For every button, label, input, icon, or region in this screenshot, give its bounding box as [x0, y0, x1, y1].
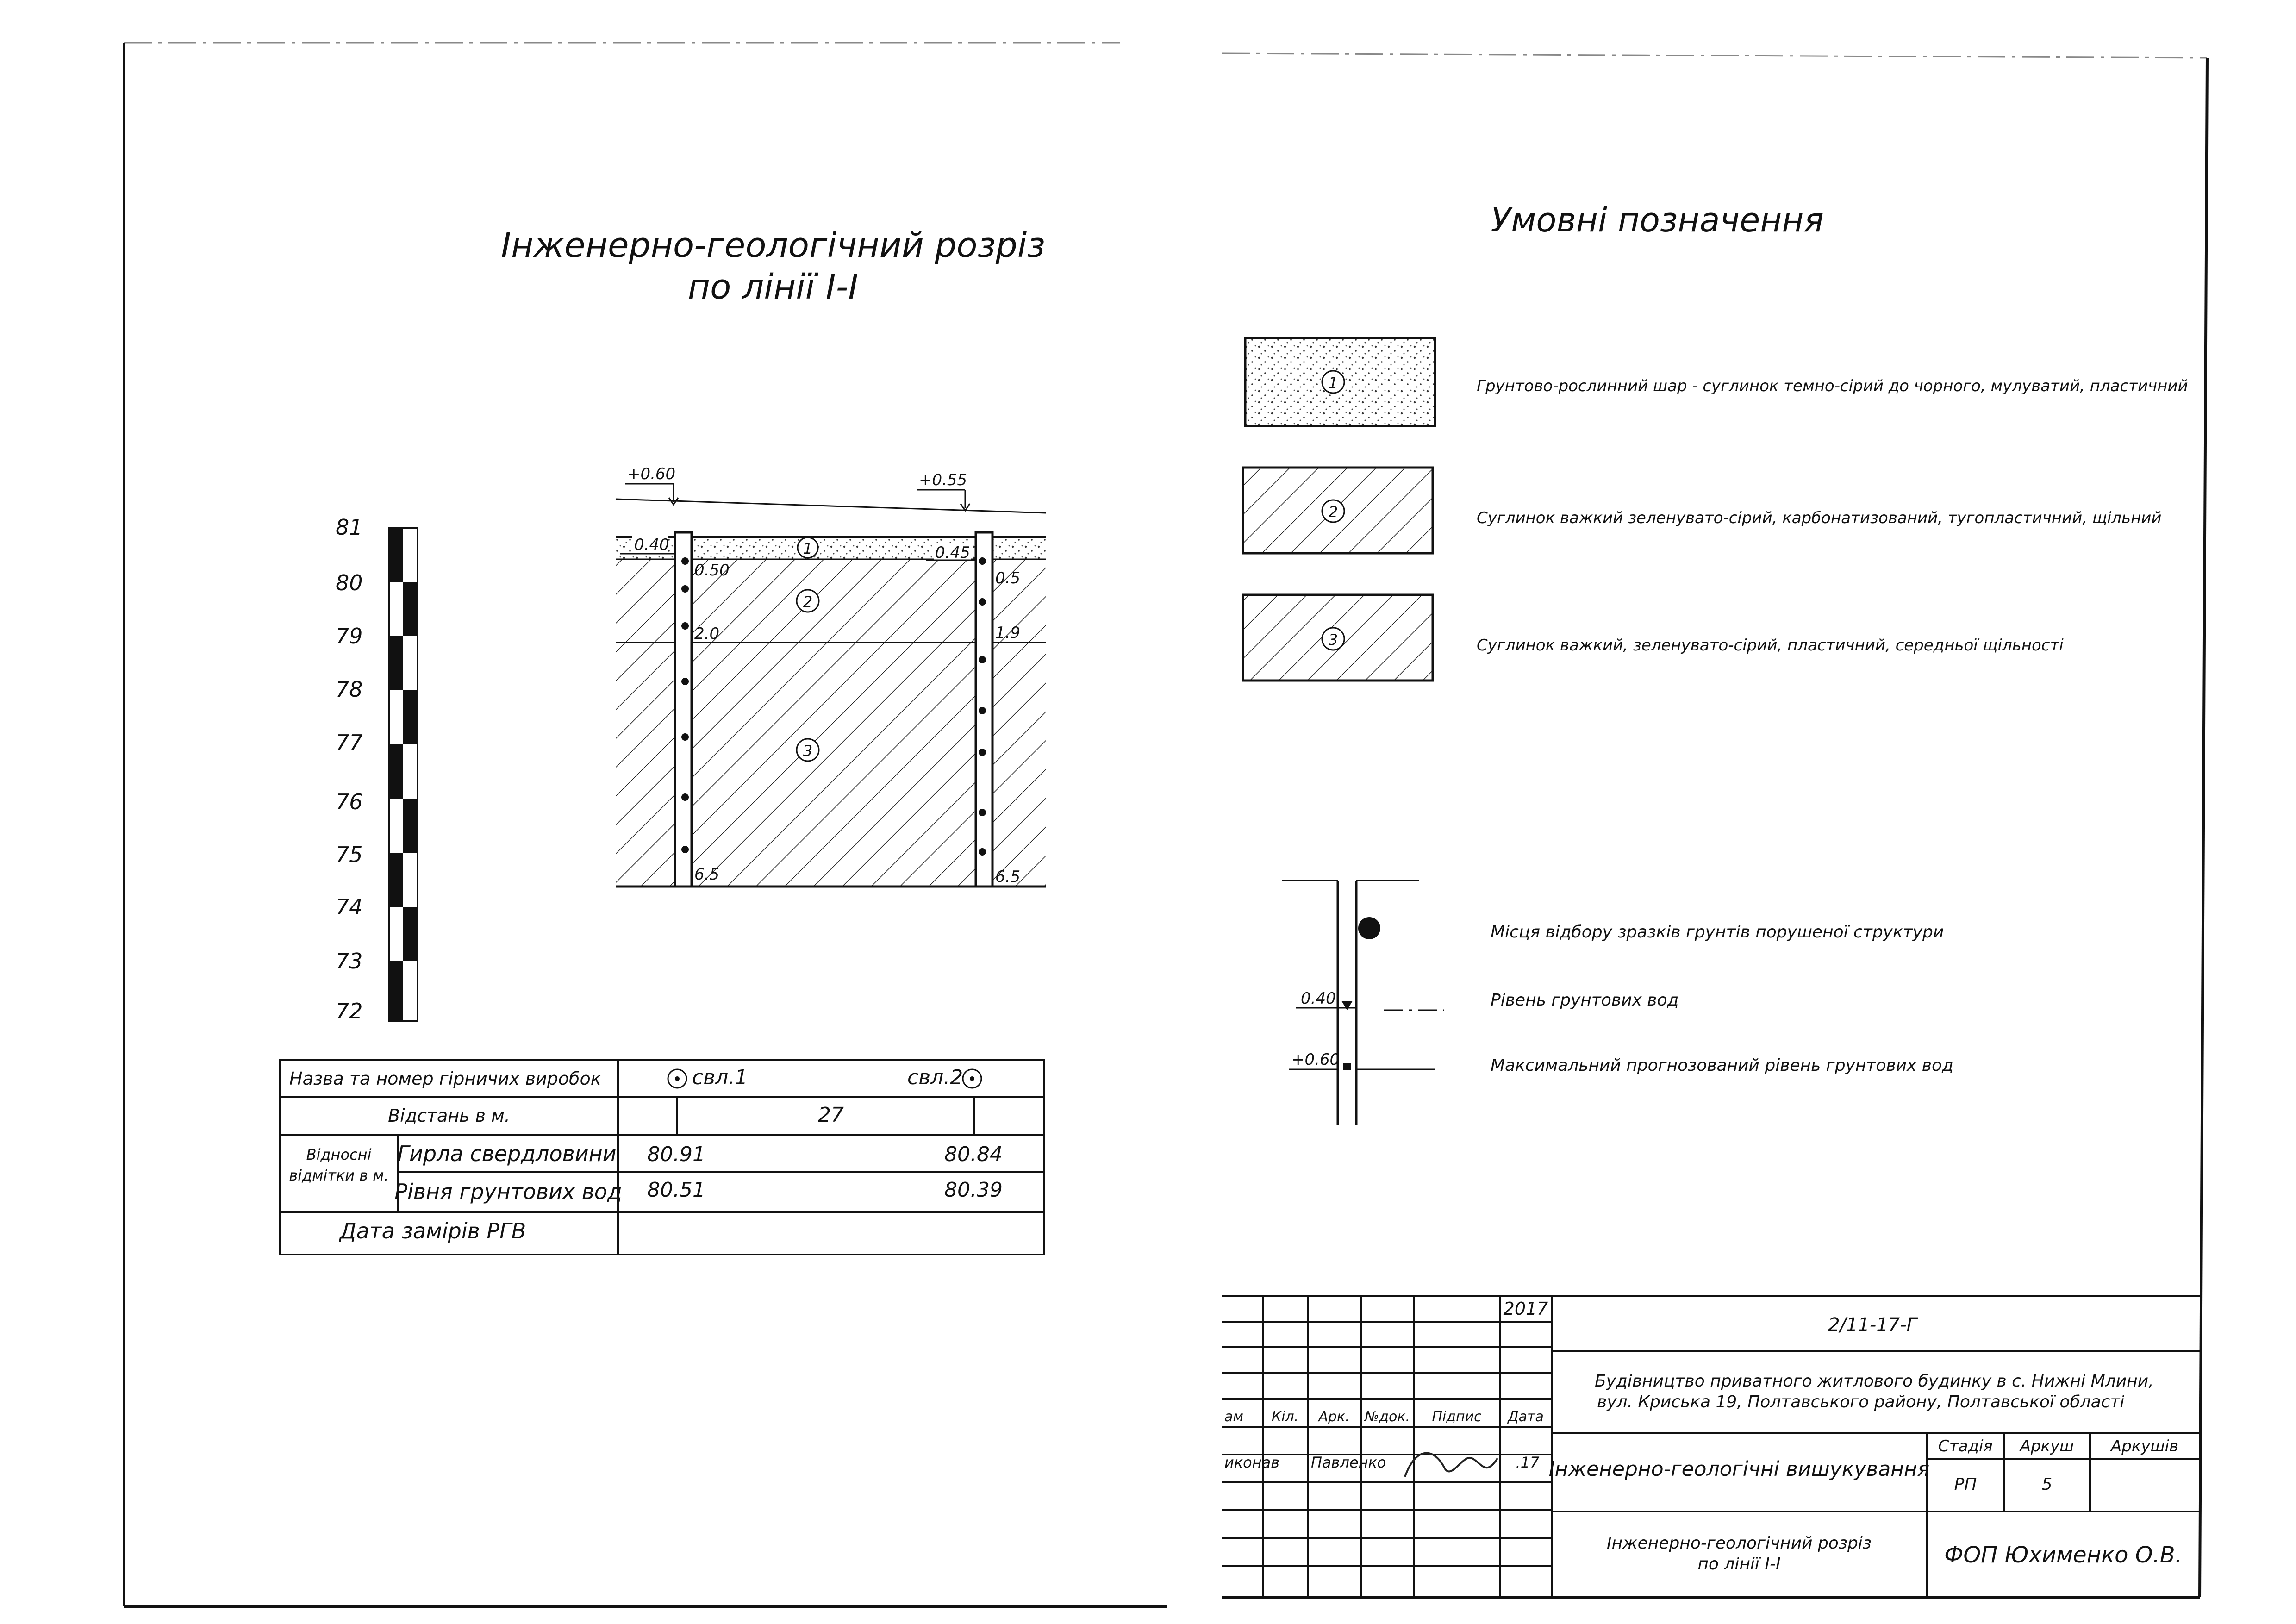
max-gw-marker-icon [1343, 1063, 1351, 1070]
title-block-surname: Павленко [1311, 1454, 1386, 1471]
mouth-value-well-2: 80.84 [944, 1143, 1003, 1166]
svg-text:2: 2 [1328, 503, 1338, 521]
table-row-distance-label: Відстань в м. [388, 1106, 510, 1126]
groundwater-value-well-2: 80.39 [944, 1178, 1003, 1202]
well-right-depth-2: 1.9 [995, 624, 1021, 642]
table-row-mouth-label: Гирла свердловини [397, 1141, 617, 1166]
legend-text-1: Грунтово-рослинний шар - суглинок темно-сірий до чорного, мулуватий, пластичний [1477, 377, 2188, 395]
scale-label-80: 80 [336, 570, 363, 595]
left-sheet [124, 43, 1167, 1606]
title-block-sheet-value: 5 [2041, 1475, 2053, 1494]
sample-point-symbol [1358, 917, 1380, 939]
title-block-code: 2/11-17-Г [1828, 1314, 1917, 1336]
legend-title: Умовні позначення [1491, 200, 1824, 239]
col-header-5: Дата [1508, 1409, 1544, 1425]
marker-left-label: +0.60 [627, 465, 676, 483]
scale-label-78: 78 [336, 677, 363, 702]
col-header-2: Арк. [1318, 1409, 1350, 1425]
well-1-name: свл.1 [692, 1066, 748, 1089]
title-block-stage-value: РП [1954, 1475, 1977, 1494]
elevation-scale [389, 528, 418, 1021]
well-right-bottom: 6.5 [995, 868, 1021, 886]
well-left-bottom: 6.5 [694, 865, 720, 884]
title-block-sheets-header: Аркушів [2110, 1437, 2179, 1455]
layer-1-label [798, 537, 818, 558]
svg-text:1: 1 [803, 540, 813, 557]
title-block-column-headers [1224, 1409, 1544, 1425]
scale-label-74: 74 [336, 894, 363, 919]
title-block-project-line1: Будівництво приватного житлового будинку в с. Нижні Млини, [1595, 1372, 2154, 1391]
col-header-0: ам [1224, 1409, 1244, 1425]
well-1-marker [668, 1069, 686, 1088]
legend-item-1 [1245, 338, 2188, 426]
well-left-gw-level: 0.40 [634, 536, 669, 554]
title-block-drawing-line1: Інженерно-геологічний розріз [1607, 1534, 1872, 1553]
table-row-date-label: Дата замірів РГВ [339, 1218, 526, 1243]
scale-label-77: 77 [336, 730, 363, 755]
scale-label-76: 76 [336, 789, 363, 814]
table-row-groundwater-label: Рівня грунтових вод [394, 1179, 622, 1204]
layer-2-label [797, 590, 819, 612]
gw-level-triangle-icon [1341, 1001, 1353, 1010]
table-group-label-line2: відмітки в м. [289, 1167, 389, 1184]
col-header-1: Кіл. [1271, 1409, 1299, 1425]
col-header-3: №док. [1365, 1409, 1410, 1425]
svg-text:2: 2 [803, 593, 813, 611]
marker-right-label: +0.55 [919, 471, 967, 489]
legend-text-2: Суглинок важкий зеленувато-сірий, карбонатизований, тугопластичний, щільний [1477, 509, 2162, 527]
well-2-name: свл.2 [907, 1066, 963, 1089]
max-gw-symbol-label: +0.60 [1292, 1050, 1340, 1069]
well-left-depth-2: 2.0 [694, 625, 720, 643]
scale-label-73: 73 [336, 949, 363, 974]
scale-label-75: 75 [336, 842, 363, 867]
well-left-depth-1: 0.50 [694, 561, 730, 580]
legend-text-3: Суглинок важкий, зеленувато-сірий, пластичний, середньої щільності [1477, 636, 2064, 655]
layer-3-label [797, 739, 819, 761]
scale-label-81: 81 [336, 515, 363, 540]
well-right-gw-level: 0.45 [935, 543, 970, 562]
title-block-organization: ФОП Юхименко О.В. [1944, 1542, 2182, 1568]
well-2-marker [963, 1069, 981, 1088]
symbol-text-gw-level: Рівень грунтових вод [1491, 991, 1679, 1010]
well-left-shaft [675, 532, 692, 887]
title-block-project-line2: вул. Криська 19, Полтавського району, Полтавської області [1597, 1393, 2125, 1412]
title-block-drawing-line2: по лінії І-І [1697, 1555, 1781, 1574]
title-block-role: иконав [1224, 1454, 1280, 1471]
symbols-legend [1282, 881, 1953, 1125]
signature-mark [1405, 1453, 1497, 1477]
well-right-depth-1: 0.5 [995, 569, 1021, 587]
geological-section [616, 465, 1046, 887]
table-group-label-line1: Відносні [306, 1146, 372, 1163]
table-row-workings-label: Назва та номер гірничих виробок [289, 1068, 601, 1089]
title-block-year: 2017 [1503, 1299, 1548, 1319]
right-sheet-top-border [1222, 53, 2207, 58]
legend-item-2 [1243, 468, 2162, 553]
title-block-sheet-header: Аркуш [2020, 1437, 2074, 1455]
distance-value: 27 [818, 1103, 844, 1127]
col-header-4: Підпис [1432, 1409, 1482, 1425]
gw-level-symbol-label: 0.40 [1301, 989, 1336, 1008]
symbol-text-samples: Місця відбору зразків грунтів порушеної структури [1491, 923, 1944, 942]
section-title-line1: Інженерно-геологічний розріз [501, 225, 1045, 265]
title-block-stage-header: Стадія [1938, 1437, 1993, 1455]
scale-label-79: 79 [336, 624, 363, 649]
svg-text:1: 1 [1328, 374, 1338, 392]
title-block-date: .17 [1516, 1454, 1540, 1471]
mouth-value-well-1: 80.91 [647, 1143, 705, 1166]
svg-text:3: 3 [1328, 631, 1338, 649]
legend-item-3 [1243, 595, 2064, 681]
right-sheet [1222, 53, 2207, 1597]
right-sheet-right-border [2200, 58, 2207, 1597]
svg-text:3: 3 [803, 742, 813, 760]
scale-labels [336, 515, 363, 1024]
scale-label-72: 72 [336, 999, 363, 1024]
title-block-work-title: Інженерно-геологічні вишукування [1548, 1457, 1930, 1481]
section-title-line2: по лінії І-І [687, 267, 859, 307]
symbol-text-max-gw: Максимальний прогнозований рівень грунтових вод [1491, 1056, 1953, 1075]
groundwater-value-well-1: 80.51 [647, 1178, 705, 1202]
